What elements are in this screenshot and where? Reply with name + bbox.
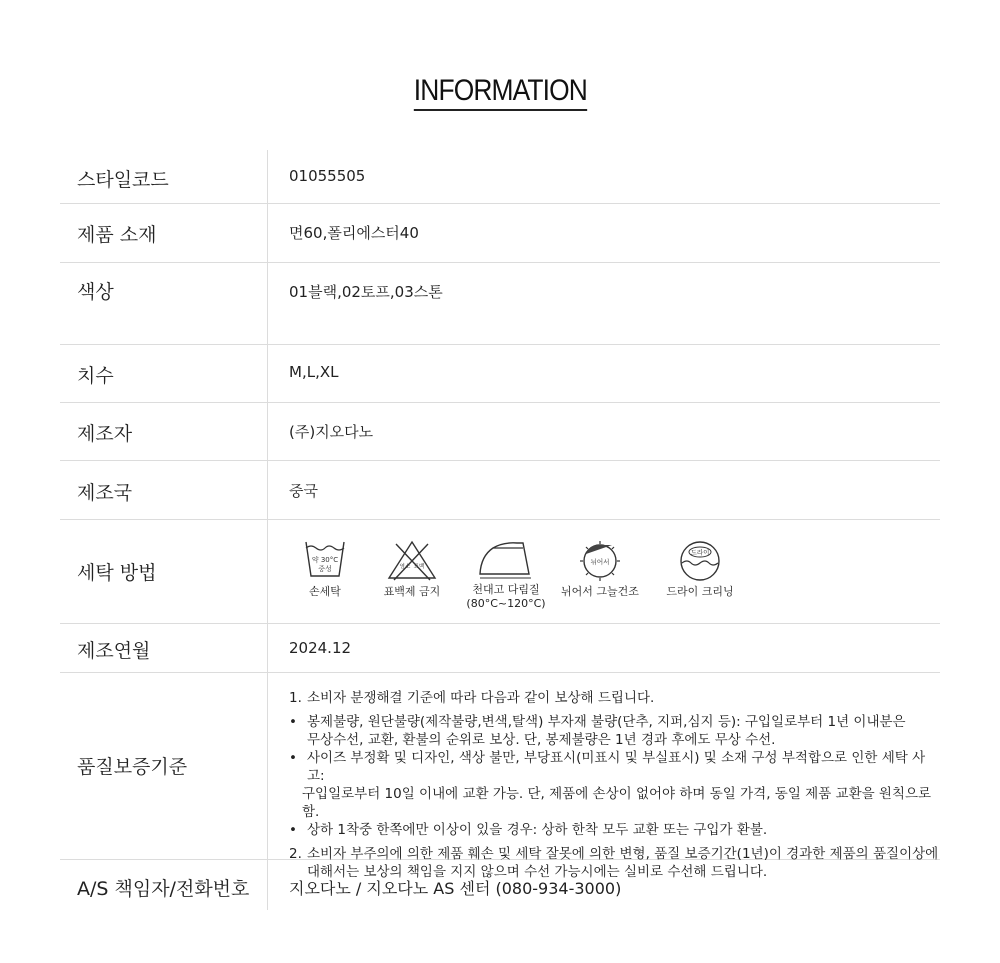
bullet-line-1: 사이즈 부정확 및 디자인, 색상 불만, 부당표시(미표시 및 부실표시) 및 소재 구성 부적합으로 인한 세탁 사고: [307, 750, 926, 784]
bullet-line-1: 상하 1착중 한쪽에만 이상이 있을 경우: 상하 한착 모두 교환 또는 구입가 환불. [307, 822, 768, 838]
row-value: 01055505 [289, 167, 366, 185]
quality-item-text: 소비자 분쟁해결 기준에 따라 다음과 같이 보상해 드립니다. [307, 690, 655, 706]
quality-item-line-1: 소비자 부주의에 의한 제품 훼손 및 세탁 잘못에 의한 변형, 품질 보증기간(1년)이 경과한 제품의 품질이상에 [307, 846, 939, 862]
care-no-bleach [362, 540, 462, 599]
bullet-line-1: 봉제불량, 원단불량(제작불량,변색,탈색) 부자재 불량(단추, 지퍼,심지 등): 구입일로부터 1년 이내분은 [307, 714, 906, 730]
row-label: 제조국 [60, 461, 268, 519]
row-value: 지오다노 / 지오다노 AS 센터 (080-934-3000) [289, 879, 622, 898]
row-value: 2024.12 [289, 639, 352, 657]
quality-item-line-2: 대해서는 보상의 책임을 지지 않으며 수선 가능시에는 실비로 수선해 드립니다. [307, 864, 768, 880]
row-style-code [60, 150, 940, 204]
hand-wash-icon [303, 540, 347, 582]
row-material [60, 204, 940, 263]
row-label: 품질보증기준 [60, 673, 268, 859]
hand-wash-neutral: 중성 [318, 565, 332, 573]
row-quality [60, 673, 940, 880]
row-label: 세탁 방법 [60, 520, 268, 623]
page-title: INFORMATION [413, 74, 586, 111]
care-hand-wash [275, 540, 375, 599]
care-iron [456, 540, 556, 611]
row-label: A/S 책임자/전화번호 [60, 860, 268, 910]
row-value: 01블랙,02토프,03스톤 [289, 283, 443, 301]
quality-item-1 [289, 689, 940, 707]
row-label: 치수 [60, 345, 268, 402]
no-bleach-chlorine: 염소 [399, 564, 411, 570]
page-title-wrap [0, 74, 1000, 111]
care-label-sub: (80°C~120°C) [466, 597, 546, 610]
row-label: 제조자 [60, 403, 268, 460]
row-label: 스타일코드 [60, 150, 268, 203]
care-label: 천대고 다림질 [472, 583, 540, 596]
quality-bullet: • 봉제불량, 원단불량(제작불량,변색,탈색) 부자재 불량(단추, 지퍼,심지 등): 구입일로부터 1년 이내분은 무상수선, 교환, 환불의 순위로 보상. 단, 봉제불량은 1년 경과 후에도 무상 수선. [289, 713, 940, 749]
quality-bullet: • 사이즈 부정확 및 디자인, 색상 불만, 부당표시(미표시 및 부실표시) 및 소재 구성 부적합으로 인한 세탁 사고: 구입일로부터 10일 이내에 교환 가능. 단, 제품에 손상이 없어야 하며 동일 가격, 동일 제품 교환을 원칙으로 함. [289, 749, 940, 821]
row-color [60, 263, 940, 345]
iron-icon [477, 540, 535, 580]
shade-dry-flat-icon [577, 540, 623, 582]
quality-item-num: 1. [289, 690, 302, 706]
row-value: (주)지오다노 [289, 423, 374, 441]
bullet-line-2: 무상수선, 교환, 환불의 순위로 보상. 단, 봉제불량은 1년 경과 후에도 무상 수선. [307, 732, 776, 748]
dry-clean-inner: 드라이 [690, 548, 710, 557]
care-label: 표백제 금지 [383, 585, 441, 598]
row-value: 중국 [289, 482, 318, 500]
care-dry-clean [650, 540, 750, 599]
row-maker [60, 403, 940, 461]
care-label: 손세탁 [309, 585, 341, 598]
info-table [60, 150, 940, 910]
hand-wash-temp: 약 30°C [311, 556, 339, 564]
no-bleach-icon [386, 540, 438, 582]
row-size [60, 345, 940, 403]
row-label: 제조연월 [60, 624, 268, 672]
row-value: M,L,XL [289, 363, 339, 381]
row-as [60, 860, 940, 910]
shade-dry-inner: 뉘어서 [590, 558, 610, 566]
care-shade-dry [550, 540, 650, 599]
bullet-line-2: 구입일로부터 10일 이내에 교환 가능. 단, 제품에 손상이 없어야 하며 동일 가격, 동일 제품 교환을 원칙으로 함. [302, 786, 932, 820]
row-label: 색상 [60, 263, 268, 344]
row-wash [60, 520, 940, 624]
care-label: 드라이 크리닝 [666, 585, 734, 598]
quality-bullet: • 상하 1착중 한쪽에만 이상이 있을 경우: 상하 한착 모두 교환 또는 구입가 환불. [289, 821, 940, 839]
row-country [60, 461, 940, 520]
row-date [60, 624, 940, 673]
no-bleach-bleach: 표백 [413, 564, 425, 570]
row-value: 면60,폴리에스터40 [289, 224, 419, 242]
care-label: 뉘어서 그늘건조 [561, 585, 639, 598]
quality-item-num: 2. [289, 846, 302, 862]
dry-clean-icon [677, 540, 723, 582]
row-label: 제품 소재 [60, 204, 268, 262]
